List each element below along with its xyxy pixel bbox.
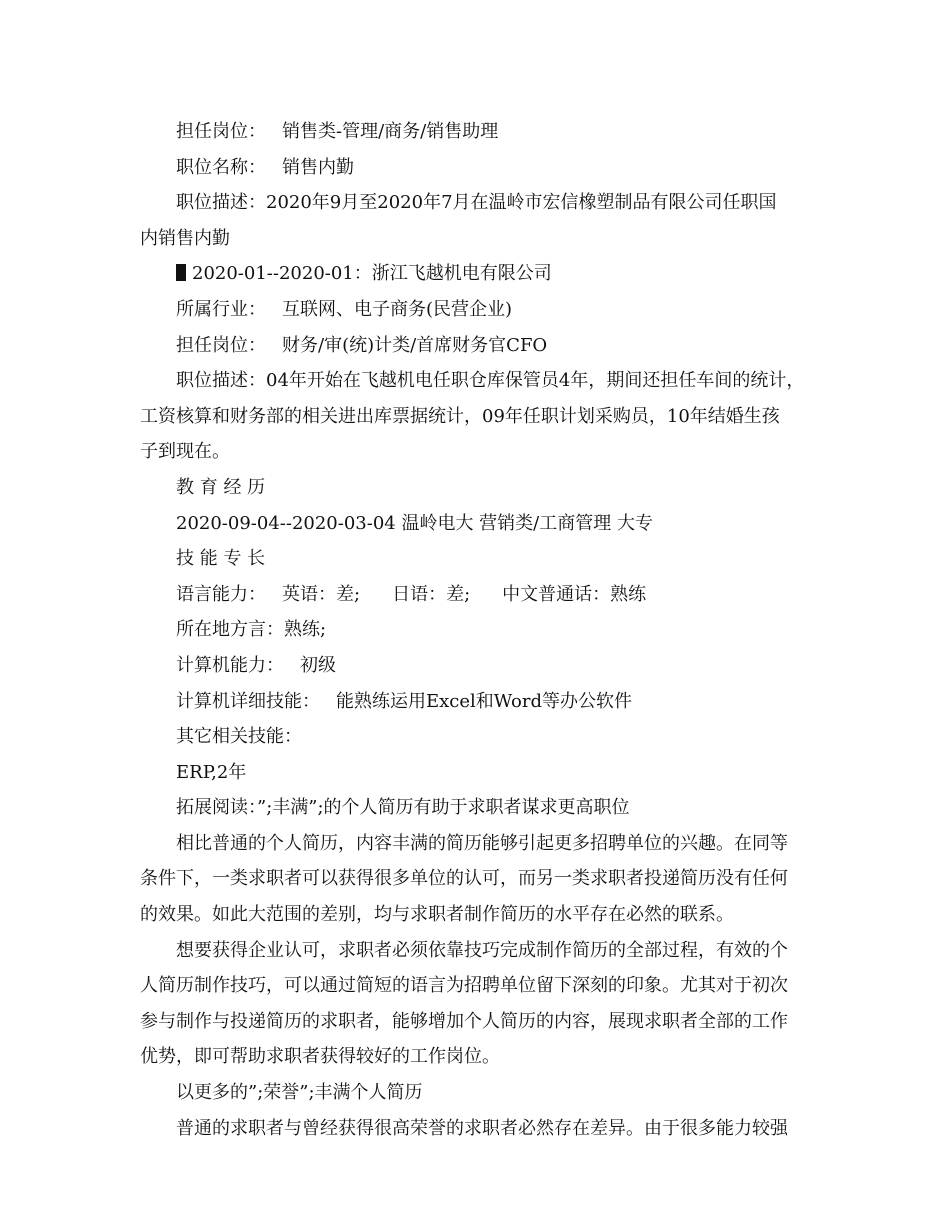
paragraph-4-line-2: 人简历制作技巧，可以通过简短的语言为招聘单位留下深刻的印象。尤其对于初次	[140, 975, 788, 997]
job-description-2-line-3: 子到现在。	[140, 441, 230, 463]
industry-row	[140, 292, 818, 328]
computer-detail-label: 计算机详细技能：	[176, 690, 320, 712]
education-entry: 2020-09-04--2020-03-04 温岭电大 营销类/工商管理 大专	[176, 512, 653, 534]
paragraph-4-line-4: 优势，即可帮助求职者获得较好的工作岗位。	[140, 1046, 500, 1068]
dialect-row: 所在地方言：熟练;	[176, 619, 327, 641]
paragraph-5-line-1: 普通的求职者与曾经获得很高荣誉的求职者必然存在差异。由于很多能力较强	[176, 1117, 788, 1139]
industry-label: 所属行业：	[176, 298, 266, 320]
job-2-position-row	[140, 328, 818, 364]
extended-reading-heading: 拓展阅读：”;丰满”;的个人简历有助于求职者谋求更高职位	[176, 797, 630, 819]
paragraph-3-line-3: 的效果。如此大范围的差别，均与求职者制作简历的水平存在必然的联系。	[140, 904, 734, 926]
job-description-2-line-1: 职位描述：04年开始在飞越机电任职仓库保管员4年，期间还担任车间的统计，	[176, 370, 805, 392]
job-2-position-value: 财务/审(统)计类/首席财务官CFO	[282, 334, 548, 356]
job-2-position-label: 担任岗位：	[176, 334, 266, 356]
square-bullet-icon	[176, 264, 186, 281]
language-japanese: 日语：差;	[392, 583, 471, 605]
job-position-value: 销售类-管理/商务/销售助理	[282, 121, 499, 142]
job-title-label: 职位名称：	[176, 156, 266, 178]
skills-heading: 技 能 专 长	[176, 548, 266, 570]
job-position-row	[140, 114, 818, 150]
computer-skill-row	[140, 648, 818, 684]
job-description-1-line-1: 职位描述：2020年9月至2020年7月在温岭市宏信橡塑制品有限公司任职国	[176, 192, 777, 214]
paragraph-4-line-3: 参与制作与投递简历的求职者，能够增加个人简历的内容，展现求职者全部的工作	[140, 1010, 788, 1032]
language-english: 英语：差;	[282, 583, 361, 605]
other-skills-label: 其它相关技能：	[176, 726, 302, 748]
job-description-2-line-2: 工资核算和财务部的相关进出库票据统计，09年任职计划采购员，10年结婚生孩	[140, 405, 780, 427]
computer-detail-row	[140, 684, 818, 720]
language-mandarin: 中文普通话：熟练	[502, 583, 647, 605]
computer-skill-value: 初级	[300, 654, 336, 676]
honor-subheading: 以更多的”;荣誉”;丰满个人简历	[176, 1082, 423, 1104]
language-row	[140, 577, 818, 613]
paragraph-4-line-1: 想要获得企业认可，求职者必须依靠技巧完成制作简历的全部过程，有效的个	[176, 939, 788, 961]
education-heading: 教 育 经 历	[176, 476, 266, 498]
job-title-value: 销售内勤	[282, 156, 354, 178]
paragraph-3-line-1: 相比普通的个人简历，内容丰满的简历能够引起更多招聘单位的兴趣。在同等	[176, 832, 788, 854]
industry-value: 互联网、电子商务(民营企业)	[282, 298, 513, 320]
job-2-title: 2020-01--2020-01：浙江飞越机电有限公司	[192, 263, 552, 285]
job-description-1-line-2: 内销售内勤	[140, 227, 230, 249]
job-2-title-row	[140, 256, 818, 292]
paragraph-3-line-2: 条件下，一类求职者可以获得很多单位的认可，而另一类求职者投递简历没有任何	[140, 868, 788, 890]
computer-detail-value: 能熟练运用Excel和Word等办公软件	[336, 690, 633, 712]
job-title-row	[140, 150, 818, 186]
computer-skill-label: 计算机能力：	[176, 654, 284, 676]
job-position-label: 担任岗位：	[176, 121, 266, 142]
language-label: 语言能力：	[176, 583, 266, 605]
erp-skill: ERP,2年	[176, 761, 247, 783]
